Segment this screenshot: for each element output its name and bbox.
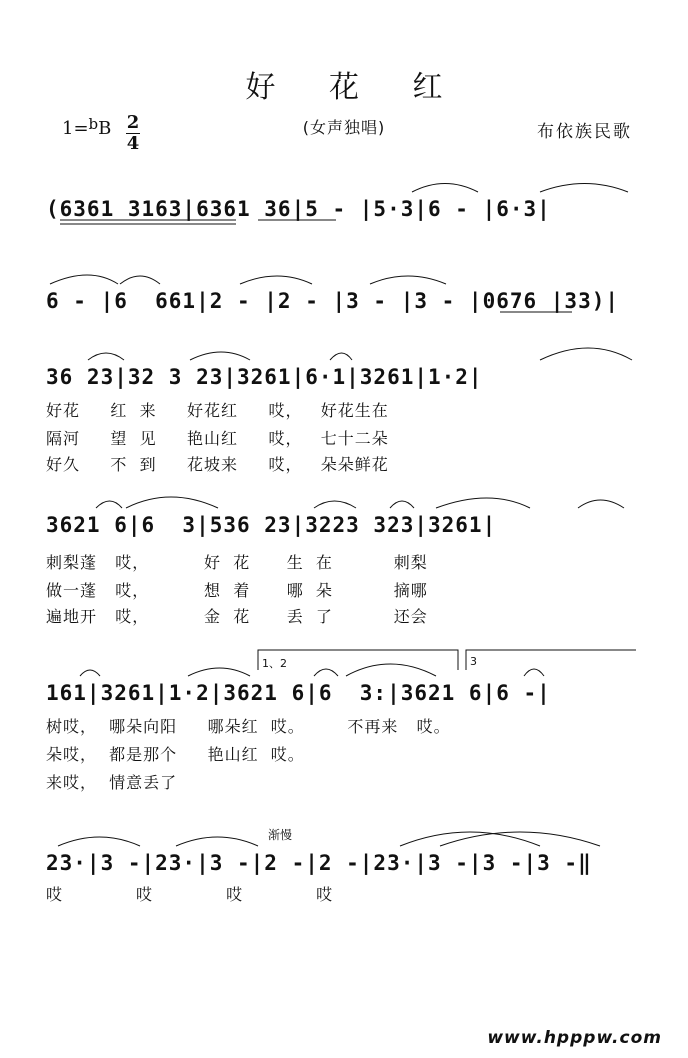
- slur-arc: [96, 501, 122, 508]
- slur-arc: [240, 276, 312, 284]
- slur-arc: [190, 352, 250, 360]
- slur-arc: [58, 837, 140, 846]
- song-title: 好 花 红: [245, 70, 465, 105]
- lyric-row3-verse2: 隔河 望 见 艳山红 哎， 七十二朵: [46, 429, 389, 448]
- slur-arc: [330, 353, 352, 360]
- song-source: 布依族民歌: [537, 122, 632, 142]
- slur-arc: [126, 497, 218, 508]
- slur-arc: [346, 664, 436, 676]
- slur-arc: [88, 353, 124, 360]
- lyric-row3-verse1: 好花 红 来 好花红 哎， 好花生在: [46, 401, 389, 420]
- lyric-row4-verse1: 刺梨蓬 哎， 好 花 生 在 刺梨: [46, 553, 428, 572]
- slur-arc: [176, 837, 258, 846]
- slur-arc: [370, 276, 446, 284]
- lyric-row4-verse3: 遍地开 哎， 金 花 丢 了 还会: [46, 607, 428, 626]
- tempo-mark: 渐慢: [268, 828, 293, 842]
- slur-arc: [390, 501, 414, 508]
- key-note: B: [98, 118, 112, 139]
- slur-arc: [578, 500, 624, 508]
- notation-line-5: 161|3261|1·2|3621 6|6 3:|3621 6|6 -|: [46, 681, 551, 705]
- volta-third-ending: 3: [470, 655, 477, 668]
- time-numerator: 2: [126, 112, 140, 133]
- slur-arc: [540, 348, 632, 360]
- slur-arc: [314, 501, 356, 508]
- slur-arc: [436, 498, 530, 508]
- site-watermark: www.hpppw.com: [487, 1028, 662, 1048]
- lyric-row4-verse2: 做一蓬 哎， 想 着 哪 朵 摘哪: [46, 581, 428, 600]
- slur-arc: [50, 275, 118, 284]
- lyric-row5-verse2: 朵哎， 都是那个 艳山红 哎。: [46, 745, 305, 764]
- volta-first-ending: 1、2: [262, 657, 287, 670]
- slur-arc: [524, 669, 544, 676]
- slur-arc: [188, 668, 250, 676]
- notation-line-4: 3621 6|6 3|536 23|3223 323|3261|: [46, 513, 497, 537]
- slur-arc: [314, 669, 338, 676]
- notation-line-3: 36 23|32 3 23|3261|6·1|3261|1·2|: [46, 365, 483, 389]
- notation-line-6: 23·|3 -|23·|3 -|2 -|2 -|23·|3 -|3 -|3 -‖: [46, 851, 592, 875]
- slur-arc: [120, 276, 160, 284]
- slur-arc: [540, 184, 628, 193]
- key-prefix: 1=: [62, 118, 89, 139]
- lyric-row6: 哎 哎 哎 哎: [46, 885, 334, 904]
- notation-line-2: 6 - |6 661|2 - |2 - |3 - |3 - |0676 |33)|: [46, 289, 620, 313]
- time-denominator: 4: [126, 133, 140, 154]
- volta-bracket: [258, 650, 458, 670]
- performance-note: (女声独唱): [302, 118, 386, 137]
- lyric-row5-verse3: 来哎， 情意丢了: [46, 773, 178, 792]
- volta-bracket: [466, 650, 636, 670]
- lyric-row3-verse3: 好久 不 到 花坡来 哎， 朵朵鲜花: [46, 455, 389, 474]
- notation-line-1: (6361 3163|6361 36|5 - |5·3|6 - |6·3|: [46, 197, 551, 221]
- slur-arc: [412, 184, 478, 193]
- lyric-row5-verse1: 树哎， 哪朵向阳 哪朵红 哎。 不再来 哎。: [46, 717, 451, 736]
- slur-arc: [80, 670, 100, 676]
- flat-sign: b: [88, 115, 99, 133]
- slur-arc: [400, 832, 540, 846]
